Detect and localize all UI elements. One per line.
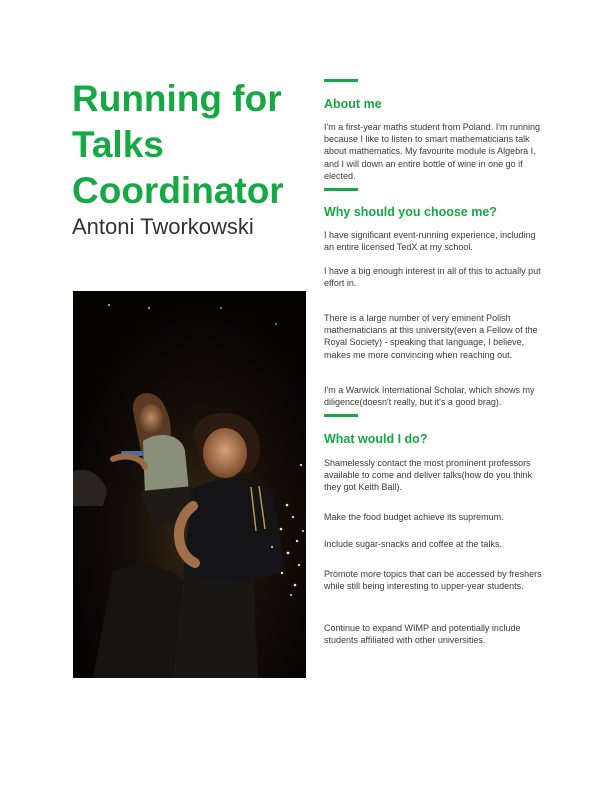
paragraph: I'm a first-year maths student from Poland. I'm running because I like to listen to smart mathematicians talk about mathematics. My favourite module is Algebra I, and I will down an entire bottle of wine in one go if elected. (324, 122, 541, 181)
section-heading-why: Why should you choose me? (324, 205, 497, 219)
paragraph: There is a large number of very eminent Polish mathematicians at this university(even a Fellow of the Royal Society) - speaking that language, I believe, makes me more convincing when reaching out. (324, 313, 538, 360)
section-heading-what: What would I do? (324, 432, 428, 446)
section-divider (324, 79, 358, 82)
paragraph: Promote more topics that can be accessed by freshers while still being interesting to upper-year students. (324, 569, 542, 592)
title-line: Talks (72, 124, 164, 165)
paragraph: I have a big enough interest in all of this to actually put effort in. (324, 266, 541, 289)
paragraph: Make the food budget achieve its supremum. (324, 512, 504, 522)
section-divider (324, 414, 358, 417)
page-title (72, 76, 307, 214)
paragraph: Shamelessly contact the most prominent professors available to come and deliver talks(how do you think they got Keith Ball). (324, 458, 533, 493)
section-heading-about: About me (324, 97, 382, 111)
title-line: Coordinator (72, 170, 284, 211)
paragraph: I'm a Warwick International Scholar, which shows my diligence(doesn't really, but it's a good brag). (324, 385, 535, 408)
paragraph: I have significant event-running experience, including an entire licensed TedX at my school. (324, 230, 536, 253)
section-divider (324, 188, 358, 191)
title-line: Running for (72, 78, 282, 119)
paragraph: Include sugar-snacks and coffee at the talks. (324, 539, 502, 549)
paragraph: Continue to expand WIMP and potentially include students affiliated with other universities. (324, 623, 521, 646)
candidate-name: Antoni Tworkowski (72, 214, 254, 239)
candidate-photo (73, 291, 306, 678)
